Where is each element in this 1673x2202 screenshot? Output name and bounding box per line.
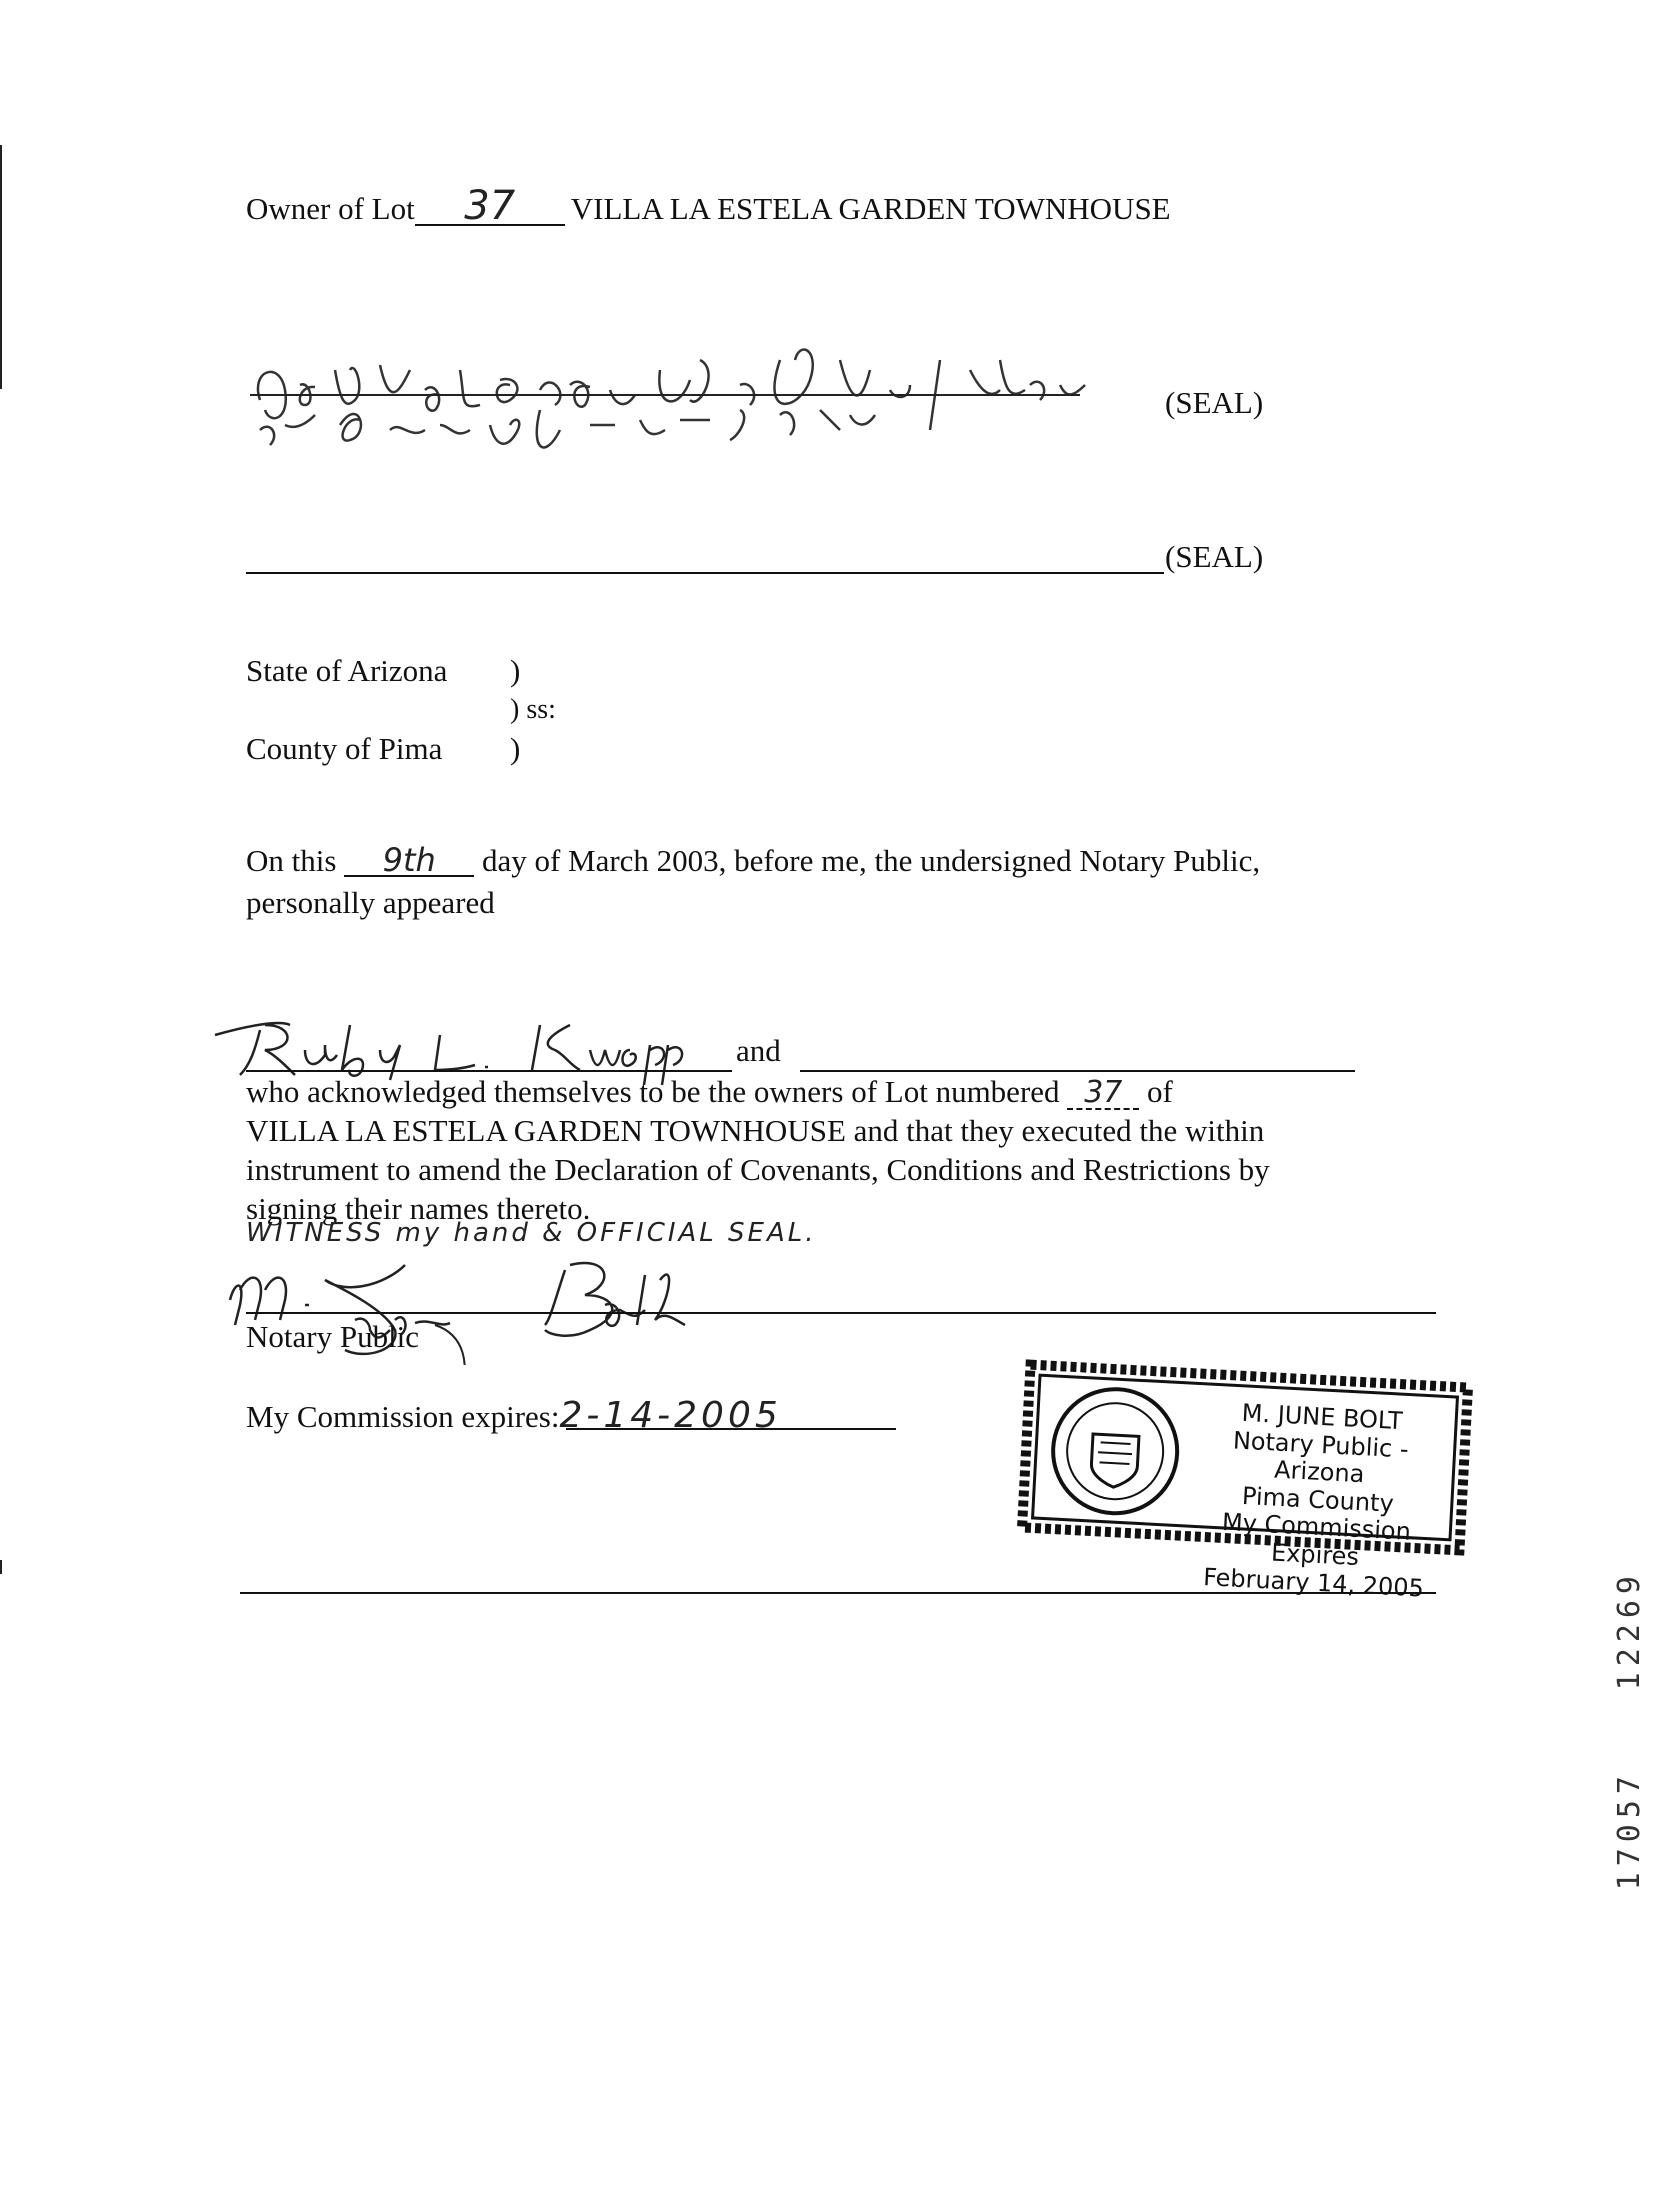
venue-county: County of Pima bbox=[246, 731, 443, 766]
stamp-expires-date: February 14, 2005 bbox=[1202, 1562, 1425, 1603]
stamp-title: Notary Public - Arizona bbox=[1232, 1425, 1410, 1489]
appeared-name-line bbox=[246, 1070, 732, 1072]
ack-line-2: VILLA LA ESTELA GARDEN TOWNHOUSE and that they executed the within bbox=[246, 1113, 1265, 1148]
ack-line-1 bbox=[246, 1073, 1173, 1110]
notary-signature-line bbox=[246, 1312, 1436, 1314]
on-this-text: On this bbox=[246, 843, 337, 878]
venue-paren: ) bbox=[510, 653, 521, 688]
lot-number-field: 37 bbox=[415, 188, 565, 226]
personally-appeared: personally appeared bbox=[246, 885, 495, 920]
venue-paren: ) bbox=[510, 731, 521, 766]
stamp-county: Pima County bbox=[1241, 1481, 1395, 1518]
subdivision-name: VILLA LA ESTELA GARDEN TOWNHOUSE bbox=[570, 191, 1171, 226]
commission-line bbox=[246, 1394, 782, 1437]
day-field: 9th bbox=[344, 845, 474, 877]
bottom-rule bbox=[240, 1592, 1436, 1594]
commission-label: My Commission expires: bbox=[246, 1399, 560, 1434]
ack-line1-pre: who acknowledged themselves to be the owners of Lot numbered bbox=[246, 1074, 1060, 1109]
and-label: and bbox=[736, 1033, 781, 1068]
ack-lot-field: 37 bbox=[1067, 1078, 1139, 1110]
ack-line-4: signing their names thereto. bbox=[246, 1191, 591, 1226]
stamp-expires-label: My Commission Expires bbox=[1221, 1508, 1412, 1572]
stamp-text bbox=[1178, 1397, 1458, 1604]
venue-state: State of Arizona bbox=[246, 653, 448, 688]
seal-label-2: (SEAL) bbox=[1165, 539, 1264, 574]
owner-prefix: Owner of Lot bbox=[246, 191, 415, 226]
day-rest-text: day of March 2003, before me, the undersigned Notary Public, bbox=[481, 843, 1261, 878]
seal-label-1: (SEAL) bbox=[1165, 385, 1264, 420]
stamp-name: M. JUNE BOLT bbox=[1241, 1398, 1404, 1436]
owner-signature bbox=[240, 330, 1160, 480]
notary-stamp bbox=[1016, 1358, 1475, 1603]
margin-mark bbox=[0, 375, 2, 389]
margin-mark bbox=[0, 1560, 2, 1574]
ack-date-line bbox=[246, 842, 1260, 879]
signature-line-2 bbox=[246, 572, 1164, 574]
recording-number-upper: 12269 bbox=[1612, 1570, 1647, 1691]
witness-note: WITNESS my hand & OFFICIAL SEAL. bbox=[246, 1218, 817, 1248]
ack-line-3: instrument to amend the Declaration of Covenants, Conditions and Restrictions by bbox=[246, 1152, 1270, 1187]
venue-ss: ) ss: bbox=[510, 694, 556, 725]
margin-mark bbox=[0, 145, 2, 385]
ack-line1-post: of bbox=[1147, 1074, 1173, 1109]
notary-public-label: Notary Public bbox=[246, 1319, 420, 1354]
second-name-line bbox=[800, 1070, 1355, 1072]
recording-number-lower: 17057 bbox=[1612, 1770, 1647, 1891]
owner-line bbox=[246, 183, 1171, 229]
commission-value: 2-14-2005 bbox=[559, 1395, 782, 1436]
commission-underline bbox=[566, 1428, 896, 1430]
